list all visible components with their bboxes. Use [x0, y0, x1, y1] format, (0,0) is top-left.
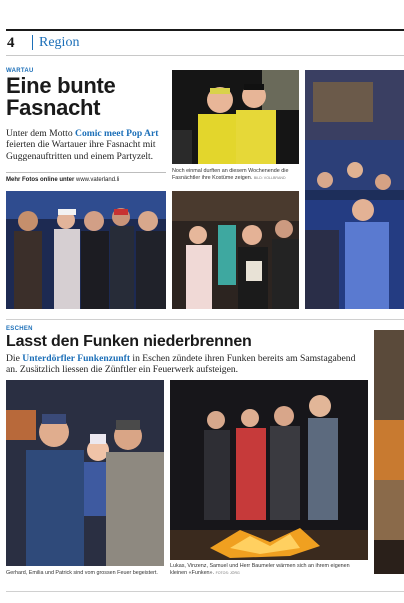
- article1-caption: Noch einmal durften an diesem Wochenende die Fasnächtler ihre Kostüme zeigen. BILD: VOLLBRAND: [172, 168, 289, 181]
- article2-lead-highlight: Unterdörfler Funkenzunft: [22, 353, 131, 364]
- photo-edge-fire: [374, 330, 404, 574]
- article1-lead-rule: [6, 172, 166, 173]
- photo-party-tent: [172, 191, 299, 309]
- article1-caption-credit: BILD: VOLLBRAND: [253, 175, 286, 180]
- article2-lead: Die Unterdörfler Funkenzunft in Eschen zündete ihren Funken bereits am Samstagabend an. Zusätzlich liessen die Zünftler ein Feuerwerk aufsteigen.: [6, 353, 356, 376]
- header-underline: [6, 55, 404, 56]
- article2-caption-right: Lukas, Vinzenz, Samuel und Herr Baumeler wärmen sich an ihrem eigenen kleinen «Funken». FOTOS: JÖRG: [170, 563, 350, 576]
- photo-crowd: [305, 70, 404, 309]
- article2-caption-left: Gerhard, Emilia und Patrick sind vom grossen Feuer begeistert.: [6, 570, 158, 576]
- top-rule: [6, 29, 404, 31]
- page-number: 4: [7, 35, 15, 51]
- article1-lead: Unter dem Motto Comic meet Pop Art feierten die Wartauer ihre Fasnacht mit Guggenauftritten und einem Partyzelt.: [6, 128, 159, 162]
- vaterland-link[interactable]: www.vaterland.li: [76, 177, 120, 183]
- article-divider: [6, 319, 404, 320]
- article1-online-note: Mehr Fotos online unter www.vaterland.li: [6, 177, 120, 183]
- photo-costumes: [172, 70, 299, 164]
- photo-fasnacht-group: [6, 191, 166, 309]
- section-separator: [32, 35, 33, 50]
- article2-headline: Lasst den Funken niederbrennen: [6, 333, 252, 350]
- article1-headline: Eine bunte Fasnacht: [6, 73, 116, 120]
- section-title: Region: [39, 35, 80, 50]
- article1-kicker: WARTAU: [6, 68, 34, 74]
- photo-small-funken: [170, 380, 368, 560]
- article1-lead-highlight: Comic meet Pop Art: [75, 128, 159, 139]
- photo-gerhard-emilia-patrick: [6, 380, 164, 566]
- article2-caption-credit: FOTOS: JÖRG: [215, 570, 240, 575]
- article2-kicker: ESCHEN: [6, 326, 33, 332]
- bottom-rule: [6, 591, 404, 592]
